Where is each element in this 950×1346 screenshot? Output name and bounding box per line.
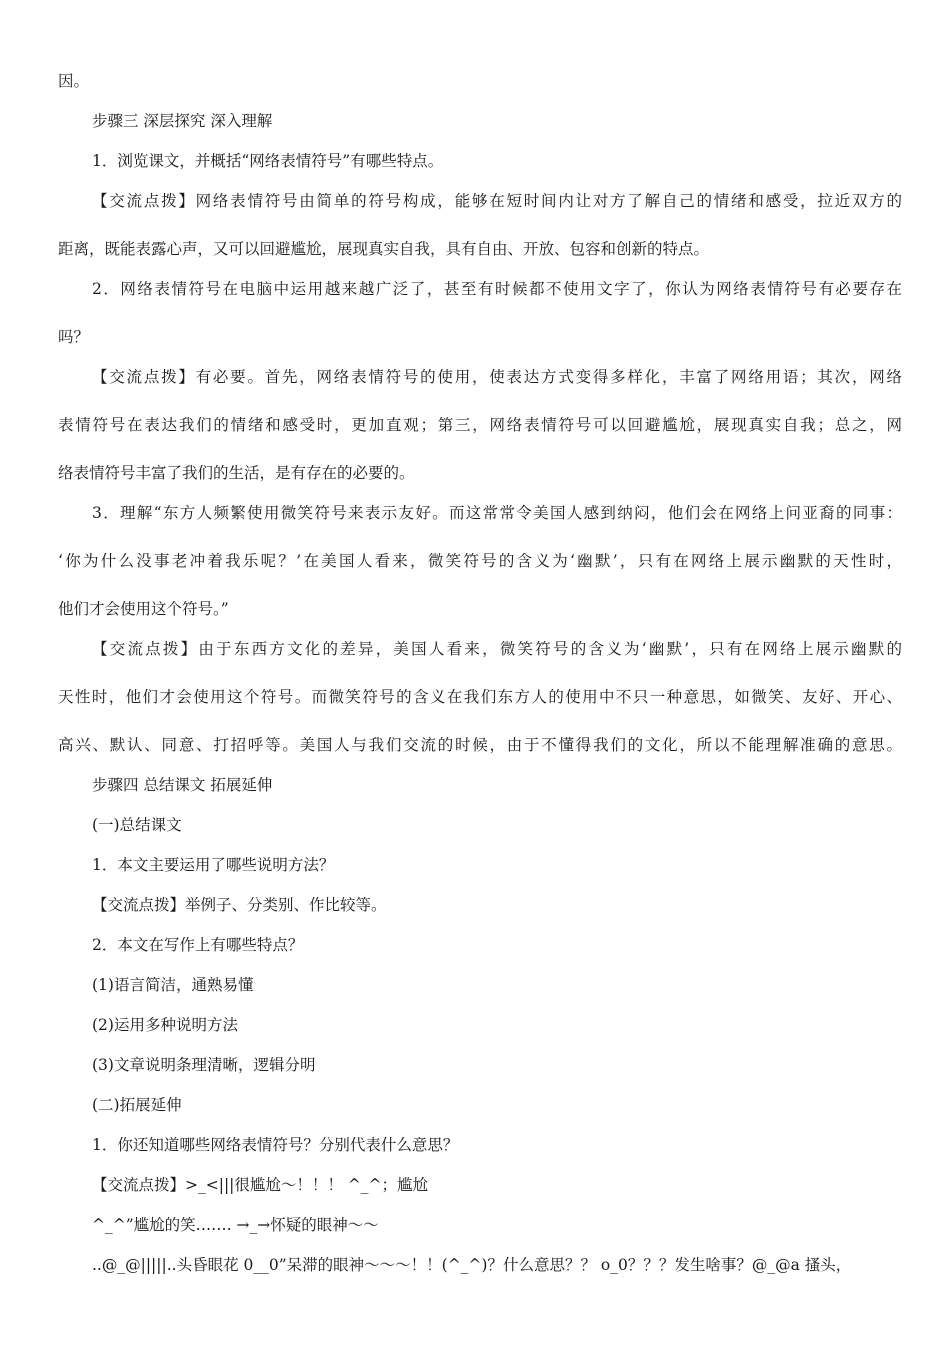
answer-line: 【交流点拨】>_<|||很尴尬～！！！ ^_^；尴尬 <box>92 1176 429 1194</box>
answer-line: 高兴、默认、同意、打招呼等。美国人与我们交流的时候，由于不懂得我们的文化，所以不能理解准确的意思。 <box>58 736 902 754</box>
section-heading: 步骤四 总结课文 拓展延伸 <box>92 776 273 794</box>
list-item: (2)运用多种说明方法 <box>92 1016 238 1034</box>
question: 1．浏览课文，并概括“网络表情符号”有哪些特点。 <box>92 152 444 170</box>
question: 3．理解“东方人频繁使用微笑符号来表示友好。而这常常令美国人感到纳闷，他们会在网络上问亚裔的同事： <box>92 504 902 522</box>
answer-line: 表情符号在表达我们的情绪和感受时，更加直观；第三，网络表情符号可以回避尴尬，展现真实自我；总之，网 <box>58 416 902 434</box>
answer-line: 【交流点拨】有必要。首先，网络表情符号的使用，使表达方式变得多样化，丰富了网络用语；其次，网络 <box>92 368 902 386</box>
text-line: 因。 <box>58 72 90 90</box>
question: 1．你还知道哪些网络表情符号？分别代表什么意思？ <box>92 1136 459 1154</box>
answer-line: 距离，既能表露心声，又可以回避尴尬，展现真实自我，具有自由、开放、包容和创新的特点。 <box>58 240 710 258</box>
list-item: (1)语言简洁，通熟易懂 <box>92 976 254 994</box>
question: 吗？ <box>58 328 90 346</box>
answer-line: 【交流点拨】由于东西方文化的差异，美国人看来，微笑符号的含义为‘幽默’，只有在网络上展示幽默的 <box>92 640 902 658</box>
list-item: (3)文章说明条理清晰，逻辑分明 <box>92 1056 316 1074</box>
answer-line: 【交流点拨】网络表情符号由简单的符号构成，能够在短时间内让对方了解自己的情绪和感受，拉近双方的 <box>92 192 902 210</box>
question: ‘你为什么没事老冲着我乐呢？’在美国人看来，微笑符号的含义为‘幽默’，只有在网络上展示幽默的天性时， <box>58 552 902 570</box>
answer-line: 【交流点拨】举例子、分类别、作比较等。 <box>92 896 387 914</box>
section-heading: 步骤三 深层探究 深入理解 <box>92 112 273 130</box>
answer-line: 络表情符号丰富了我们的生活，是有存在的必要的。 <box>58 464 415 482</box>
subsection-heading: (二)拓展延伸 <box>92 1096 182 1114</box>
question: 2．本文在写作上有哪些特点？ <box>92 936 304 954</box>
subsection-heading: (一)总结课文 <box>92 816 182 834</box>
question: 他们才会使用这个符号。” <box>58 600 229 618</box>
question: 1．本文主要运用了哪些说明方法？ <box>92 856 335 874</box>
question: 2．网络表情符号在电脑中运用越来越广泛了，甚至有时候都不使用文字了，你认为网络表情符号有必要存在 <box>92 280 902 298</box>
answer-line: 天性时，他们才会使用这个符号。而微笑符号的含义在我们东方人的使用中不只一种意思，如微笑、友好、开心、 <box>58 688 902 706</box>
answer-line: ^_^”尴尬的笑……. →_→怀疑的眼神～～ <box>92 1216 379 1234</box>
answer-line: ..@_@|||||..头昏眼花 0__0”呆滞的眼神～～～！！(^_^)？什么意思？？ o_0？？？发生啥事？@_@a 搔头， <box>92 1256 852 1274</box>
